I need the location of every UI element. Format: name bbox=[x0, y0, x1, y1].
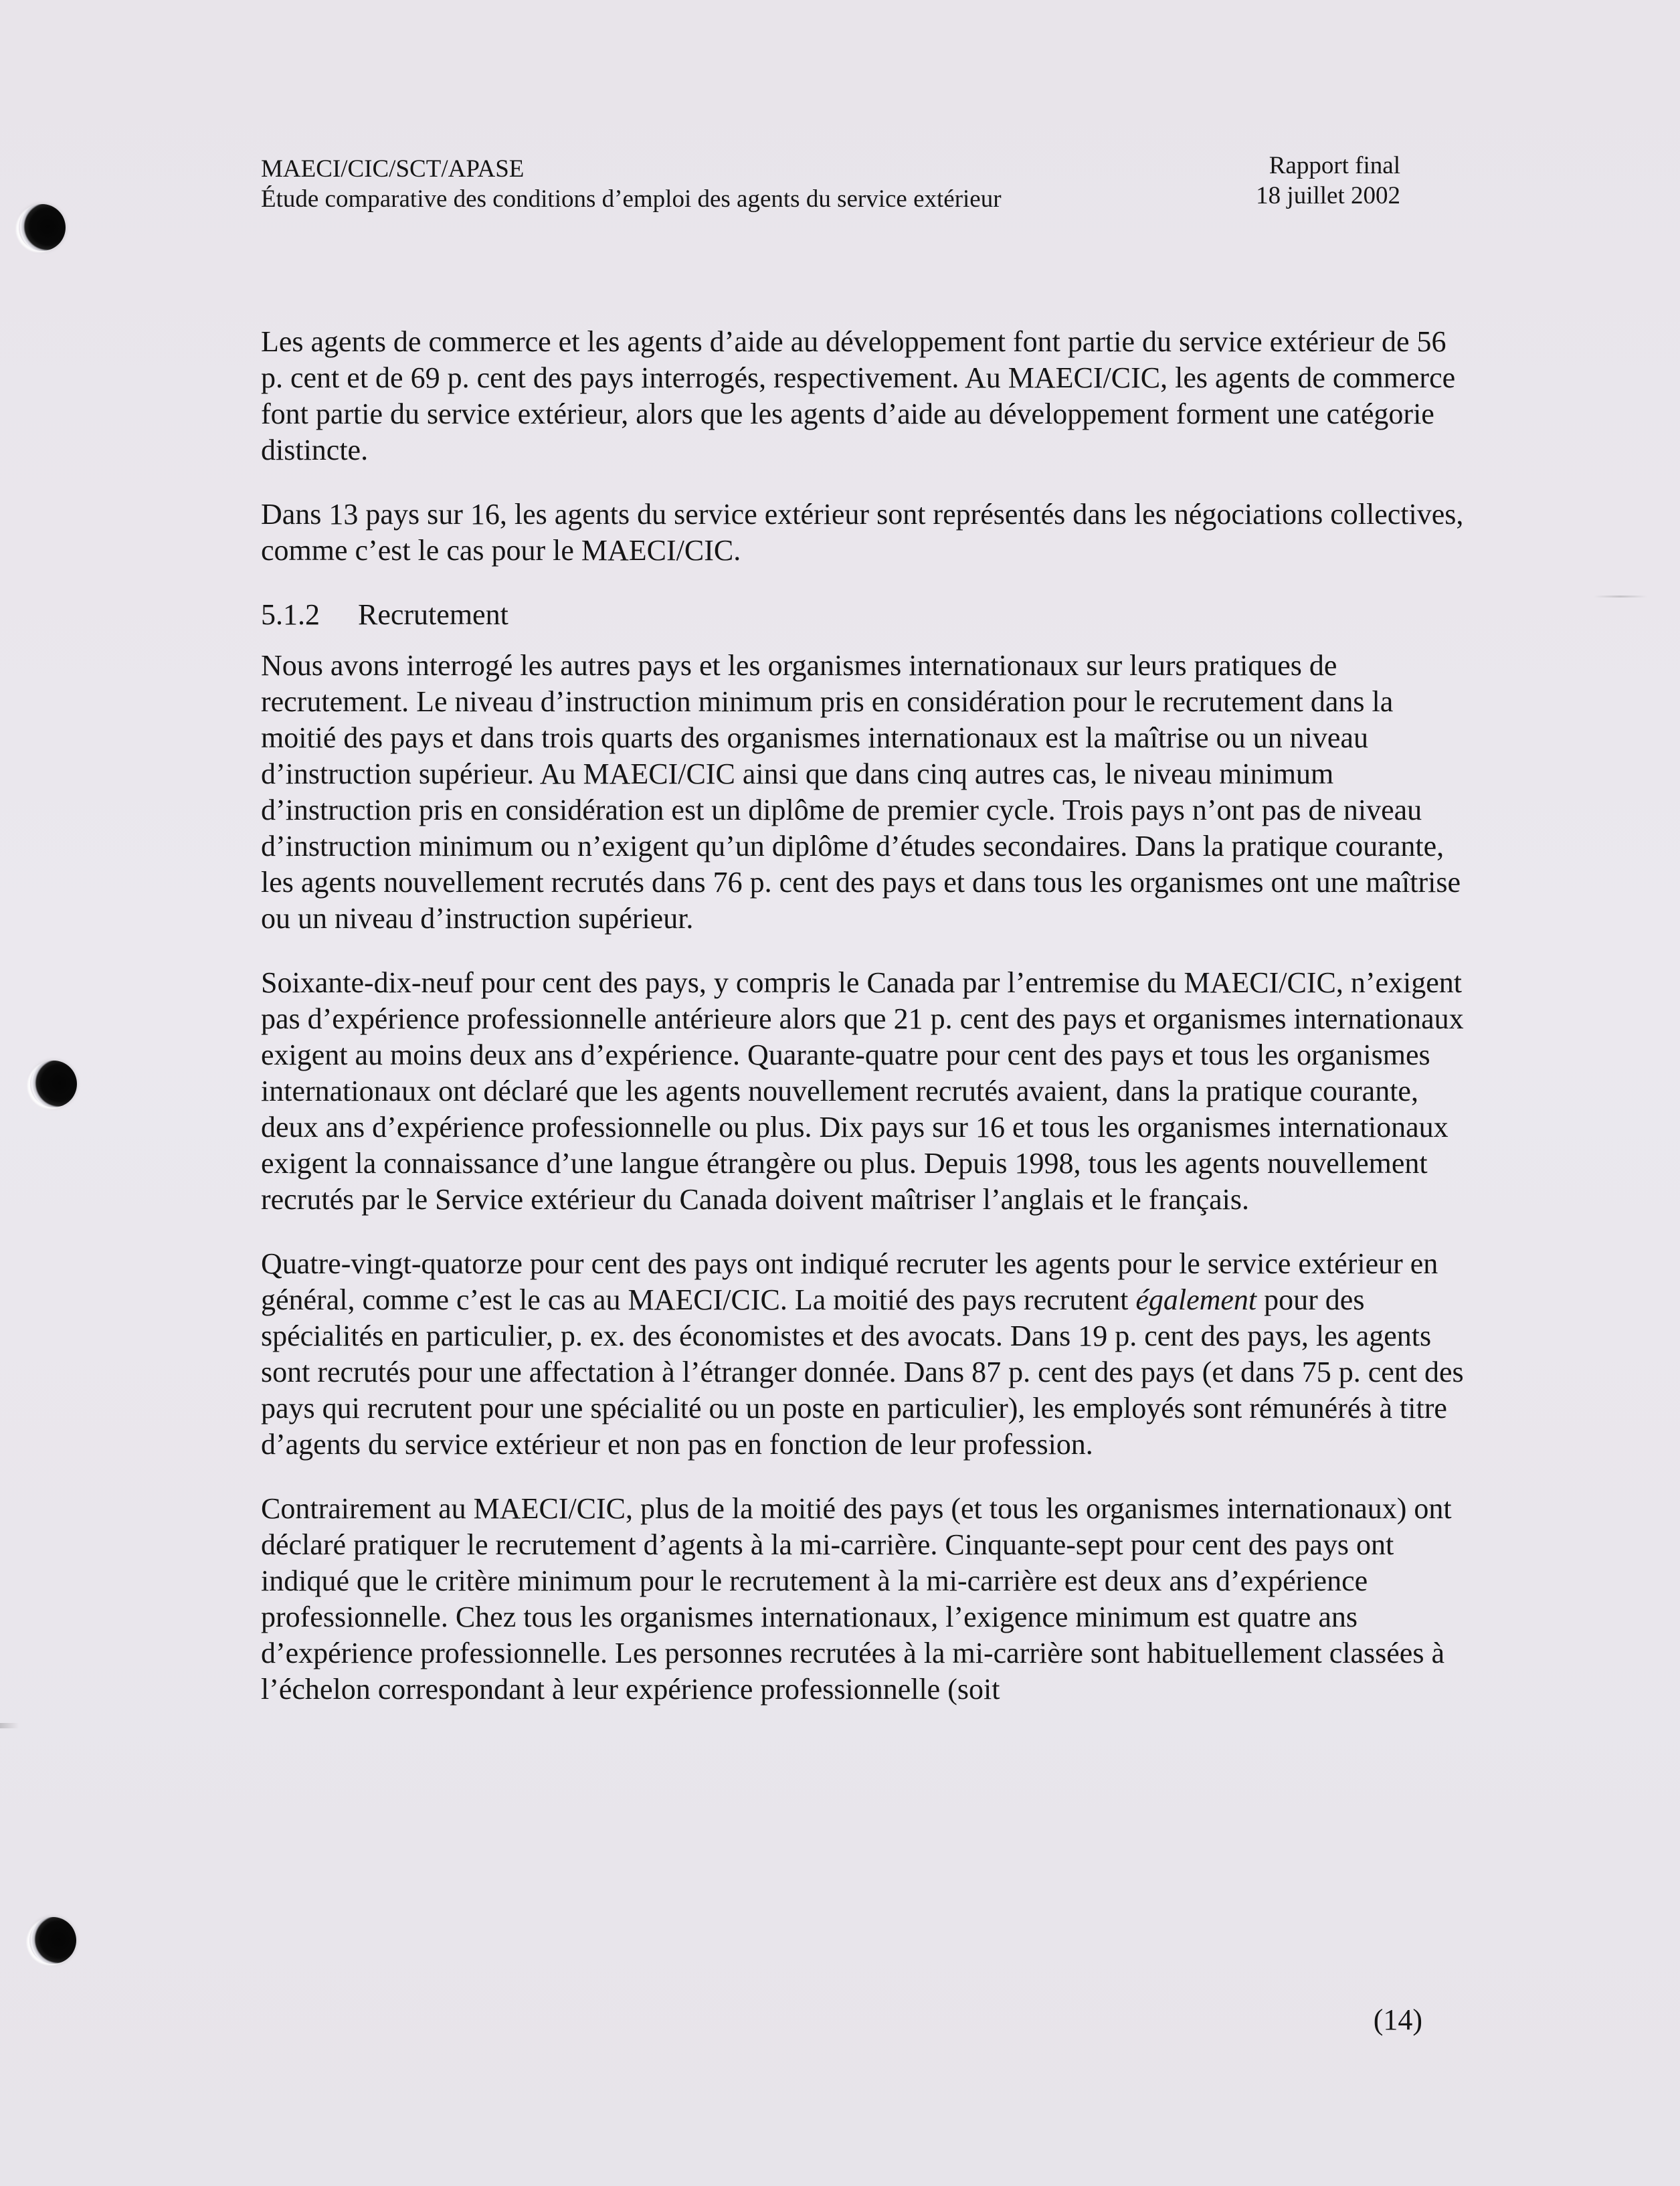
header-right bbox=[1256, 151, 1400, 211]
header-left bbox=[261, 154, 1002, 214]
paragraph-recruitment-type-part-1: Quatre-vingt-quatorze pour cent des pays ont indiqué recruter les agents pour le service extérieur en général, comme c’est le cas au MAECI/CIC. La moitié des pays recrutent bbox=[261, 1247, 1438, 1316]
header-org-codes: MAECI/CIC/SCT/APASE bbox=[261, 155, 525, 183]
header-report-type: Rapport final bbox=[1269, 152, 1400, 179]
paragraph-mid-career-recruitment: Contrairement au MAECI/CIC, plus de la moitié des pays (et tous les organismes internationaux) ont déclaré pratiquer le recrutement d’agents à la mi-carrière. Cinquante-sept pour cent des pays ont indiqué que le critère minimum pour le recrutement à la mi-carrière est deux ans d’expérience professionnelle. Chez tous les organismes internationaux, l’exigence minimum est quatre ans d’expérience professionnelle. Les personnes recrutées à la mi-carrière sont habituellement classées à l’échelon correspondant à leur expérience professionnelle (soit bbox=[261, 1492, 1452, 1706]
paragraph-collective-bargaining: Dans 13 pays sur 16, les agents du service extérieur sont représentés dans les négociations collectives, comme c’est le cas pour le MAECI/CIC. bbox=[261, 498, 1464, 567]
scan-mark-left bbox=[0, 1723, 19, 1728]
paragraph-education-level: Nous avons interrogé les autres pays et les organismes internationaux sur leurs pratiques de recrutement. Le niveau d’instruction minimum pris en considération pour le recrutement dans la moitié des pays et dans trois quarts des organismes internationaux est la maîtrise ou un niveau d’instruction supérieur. Au MAECI/CIC ainsi que dans cinq autres cas, le niveau minimum d’instruction pris en considération est un diplôme de premier cycle. Trois pays n’ont pas de niveau d’instruction minimum ou n’exigent qu’un diplôme d’études secondaires. Dans la pratique courante, les agents nouvellement recrutés dans 76 p. cent des pays et dans tous les organismes ont une maîtrise ou un niveau d’instruction supérieur. bbox=[261, 649, 1461, 935]
paragraph-recruitment-type-part-2: pour des spécialités en particulier, p. ex. des économistes et des avocats. Dans 19 p. cent des pays, les agents sont recrutés pour une affectation à l’étranger donnée. Dans 87 p. cent des pays (et dans 75 p. cent des pays qui recrutent pour une spécialité ou un poste en particulier), les employés sont rémunérés à titre d’agents du service extérieur et non pas en fonction de leur profession. bbox=[261, 1283, 1464, 1461]
header-study-title: Étude comparative des conditions d’emploi des agents du service extérieur bbox=[261, 185, 1002, 213]
emphasis-also: également bbox=[1135, 1283, 1257, 1316]
paragraph-work-experience: Soixante-dix-neuf pour cent des pays, y compris le Canada par l’entremise du MAECI/CIC, n’exigent pas d’expérience professionnelle antérieure alors que 21 p. cent des pays et organismes internationaux exigent au moins deux ans d’expérience. Quarante-quatre pour cent des pays et tous les organismes internationaux ont déclaré que les agents nouvellement recrutés avaient, dans la pratique courante, deux ans d’expérience professionnelle ou plus. Dix pays sur 16 et tous les organismes internationaux exigent la connaissance d’une langue étrangère ou plus. Depuis 1998, tous les agents nouvellement recrutés par le Service extérieur du Canada doivent maîtriser l’anglais et le français. bbox=[261, 966, 1464, 1216]
paragraph-recruitment-type bbox=[261, 1246, 1473, 1463]
punch-hole-middle bbox=[30, 1061, 77, 1107]
section-number: 5.1.2 bbox=[261, 598, 320, 631]
section-title: Recrutement bbox=[358, 598, 508, 631]
header-date: 18 juillet 2002 bbox=[1256, 182, 1400, 209]
section-heading-recruitment bbox=[261, 597, 1473, 633]
document-body bbox=[261, 324, 1473, 1736]
punch-hole-bottom bbox=[29, 1917, 76, 1964]
scan-mark-right bbox=[1594, 596, 1647, 598]
page-number: (14) bbox=[1373, 2003, 1422, 2036]
punch-hole-top bbox=[19, 204, 66, 251]
paragraph-trade-aid-agents: Les agents de commerce et les agents d’aide au développement font partie du service extérieur de 56 p. cent et de 69 p. cent des pays interrogés, respectivement. Au MAECI/CIC, les agents de commerce font partie du service extérieur, alors que les agents d’aide au développement forment une catégorie distincte. bbox=[261, 325, 1456, 466]
